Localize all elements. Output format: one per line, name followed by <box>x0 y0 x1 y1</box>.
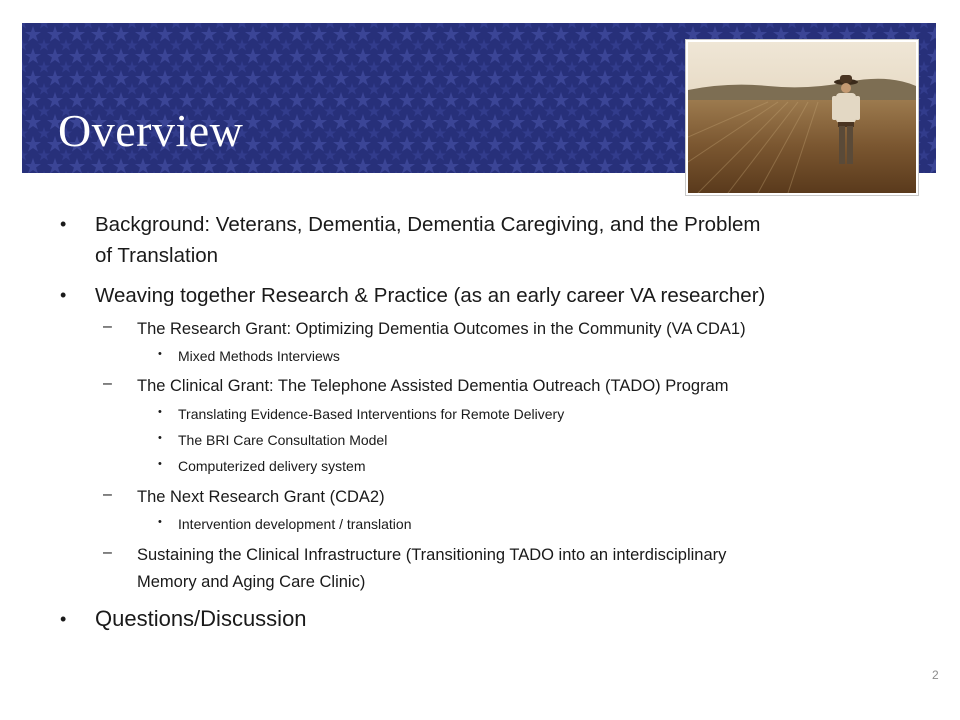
page-number: 2 <box>932 668 939 682</box>
bullet-icon: • <box>158 516 162 528</box>
bullet-weaving: Weaving together Research & Practice (as an early career VA researcher) <box>95 284 766 307</box>
bullet-icon: • <box>158 432 162 444</box>
bullet-icon: • <box>158 458 162 470</box>
subsub-mixed-methods: Mixed Methods Interviews <box>178 348 340 364</box>
dash-icon: – <box>103 544 112 561</box>
sub-clinical-grant: The Clinical Grant: The Telephone Assisted Dementia Outreach (TADO) Program <box>137 377 729 395</box>
subsub-translating: Translating Evidence-Based Interventions for Remote Delivery <box>178 406 565 422</box>
bullet-background-line2: of Translation <box>95 244 219 267</box>
sub-sustaining-line1: Sustaining the Clinical Infrastructure (Transitioning TADO into an interdisciplinary <box>137 546 727 564</box>
dash-icon: – <box>103 318 112 335</box>
bullet-icon: • <box>60 285 67 305</box>
subsub-bri-model: The BRI Care Consultation Model <box>178 432 388 448</box>
bullet-icon: • <box>158 406 162 418</box>
subsub-computerized: Computerized delivery system <box>178 458 366 474</box>
dash-icon: – <box>103 375 112 392</box>
sub-sustaining-line2: Memory and Aging Care Clinic) <box>137 573 366 591</box>
bullet-background-line1: Background: Veterans, Dementia, Dementia Caregiving, and the Problem <box>95 213 761 236</box>
bullet-questions: Questions/Discussion <box>95 606 307 631</box>
slide-title: Overview <box>58 105 244 156</box>
sub-next-grant: The Next Research Grant (CDA2) <box>137 488 385 506</box>
dash-icon: – <box>103 486 112 503</box>
subsub-intervention-dev: Intervention development / translation <box>178 516 412 532</box>
sub-research-grant: The Research Grant: Optimizing Dementia Outcomes in the Community (VA CDA1) <box>137 320 746 338</box>
bullet-icon: • <box>158 348 162 360</box>
bullet-icon: • <box>60 609 67 629</box>
bullet-icon: • <box>60 214 67 234</box>
